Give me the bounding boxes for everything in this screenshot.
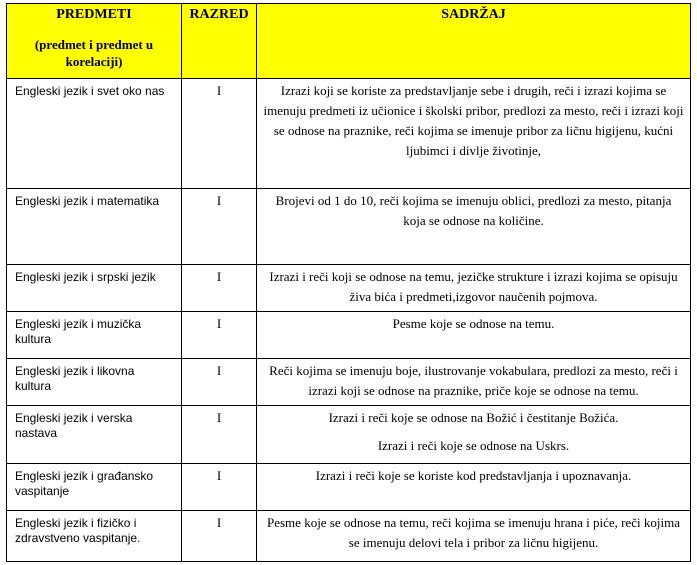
header-content-cell [257, 4, 691, 79]
content-text: Brojevi od 1 do 10, reči kojima se imenuju oblici, predlozi za mesto, pitanja koja se odnose na količine. [275, 193, 672, 228]
content-text: Izrazi i reči koje se odnose na Božić i čestitanje Božića. [328, 410, 619, 425]
grade-cell [182, 79, 257, 189]
content-cell [257, 312, 691, 359]
header-subjects-sub: (predmet i predmet u korelaciji) [34, 37, 154, 69]
content-cell [257, 265, 691, 312]
grade-text: I [216, 468, 222, 483]
table-row [7, 79, 691, 189]
grade-cell [182, 312, 257, 359]
content-cell [257, 511, 691, 562]
subject-text: Engleski jezik i fizičko i zdravstveno vaspitanje. [15, 516, 141, 545]
table-row [7, 464, 691, 511]
content-cell [257, 189, 691, 265]
grade-text: I [216, 515, 222, 530]
grade-cell [182, 406, 257, 464]
header-subjects-cell [7, 4, 182, 79]
table-row [7, 189, 691, 265]
content-text: Izrazi koji se koriste za predstavljanje sebe i drugih, reči i izrazi kojima se imenuju predmeti iz učionice i školski pribor, predlozi za mesto, reči i izrazi koji se odnose na praznike, reči kojima se imenuje pribor za ličnu higijenu, kućni ljubimci i divlje životinje, [263, 83, 684, 158]
table-row [7, 511, 691, 562]
table-row [7, 359, 691, 406]
grade-cell [182, 511, 257, 562]
header-subjects: PREDMETI [56, 7, 132, 22]
content-text: Pesme koje se odnose na temu, reči kojima se imenuju hrana i piće, reči kojima se imenuju delovi tela i pribor za ličnu higijenu. [267, 515, 680, 550]
content-text: Izrazi i reči koje se koriste kod predstavljanja i upoznavanja. [315, 468, 632, 483]
content-text: Izrazi i reči koji se odnose na temu, jezičke strukture i izrazi kojima se opisuju živa bića i predmeti,izgovor naučenih pojmova. [269, 269, 678, 304]
grade-cell [182, 189, 257, 265]
subject-cell [7, 312, 182, 359]
subject-text: Engleski jezik i svet oko nas [15, 84, 165, 98]
grade-text: I [216, 363, 222, 378]
table-row [7, 312, 691, 359]
grade-cell [182, 464, 257, 511]
content-cell [257, 79, 691, 189]
subject-cell [7, 406, 182, 464]
subject-text: Engleski jezik i verska nastava [15, 411, 133, 440]
grade-text: I [216, 83, 222, 98]
header-grade-cell [182, 4, 257, 79]
subject-text: Engleski jezik i likovna kultura [15, 364, 135, 393]
content-text: Pesme koje se odnose na temu. [392, 316, 555, 331]
subject-cell [7, 189, 182, 265]
content-text: Reči kojima se imenuju boje, ilustrovanje vokabulara, predlozi za mesto, reči i izrazi koji se odnose na praznike, priče koje se odnose na temu. [269, 363, 678, 398]
grade-cell [182, 265, 257, 312]
subject-cell [7, 511, 182, 562]
grade-text: I [216, 316, 222, 331]
content-cell [257, 406, 691, 464]
grade-text: I [216, 410, 222, 425]
content-cell [257, 359, 691, 406]
subject-text: Engleski jezik i muzička kultura [15, 317, 142, 346]
subject-text: Engleski jezik i srpski jezik [15, 270, 156, 284]
content-cell [257, 464, 691, 511]
header-grade: RAZRED [189, 7, 249, 22]
grade-text: I [216, 269, 222, 284]
curriculum-table [6, 3, 691, 562]
table-row [7, 406, 691, 464]
subject-cell [7, 265, 182, 312]
subject-text: Engleski jezik i matematika [15, 194, 160, 208]
subject-text: Engleski jezik i građansko vaspitanje [15, 469, 154, 498]
subject-cell [7, 359, 182, 406]
grade-text: I [216, 193, 222, 208]
subject-cell [7, 79, 182, 189]
header-content: SADRŽAJ [441, 7, 506, 22]
table-row [7, 265, 691, 312]
subject-cell [7, 464, 182, 511]
header-row [7, 4, 691, 79]
content-text: Izrazi i reči koje se odnose na Uskrs. [377, 438, 570, 453]
grade-cell [182, 359, 257, 406]
